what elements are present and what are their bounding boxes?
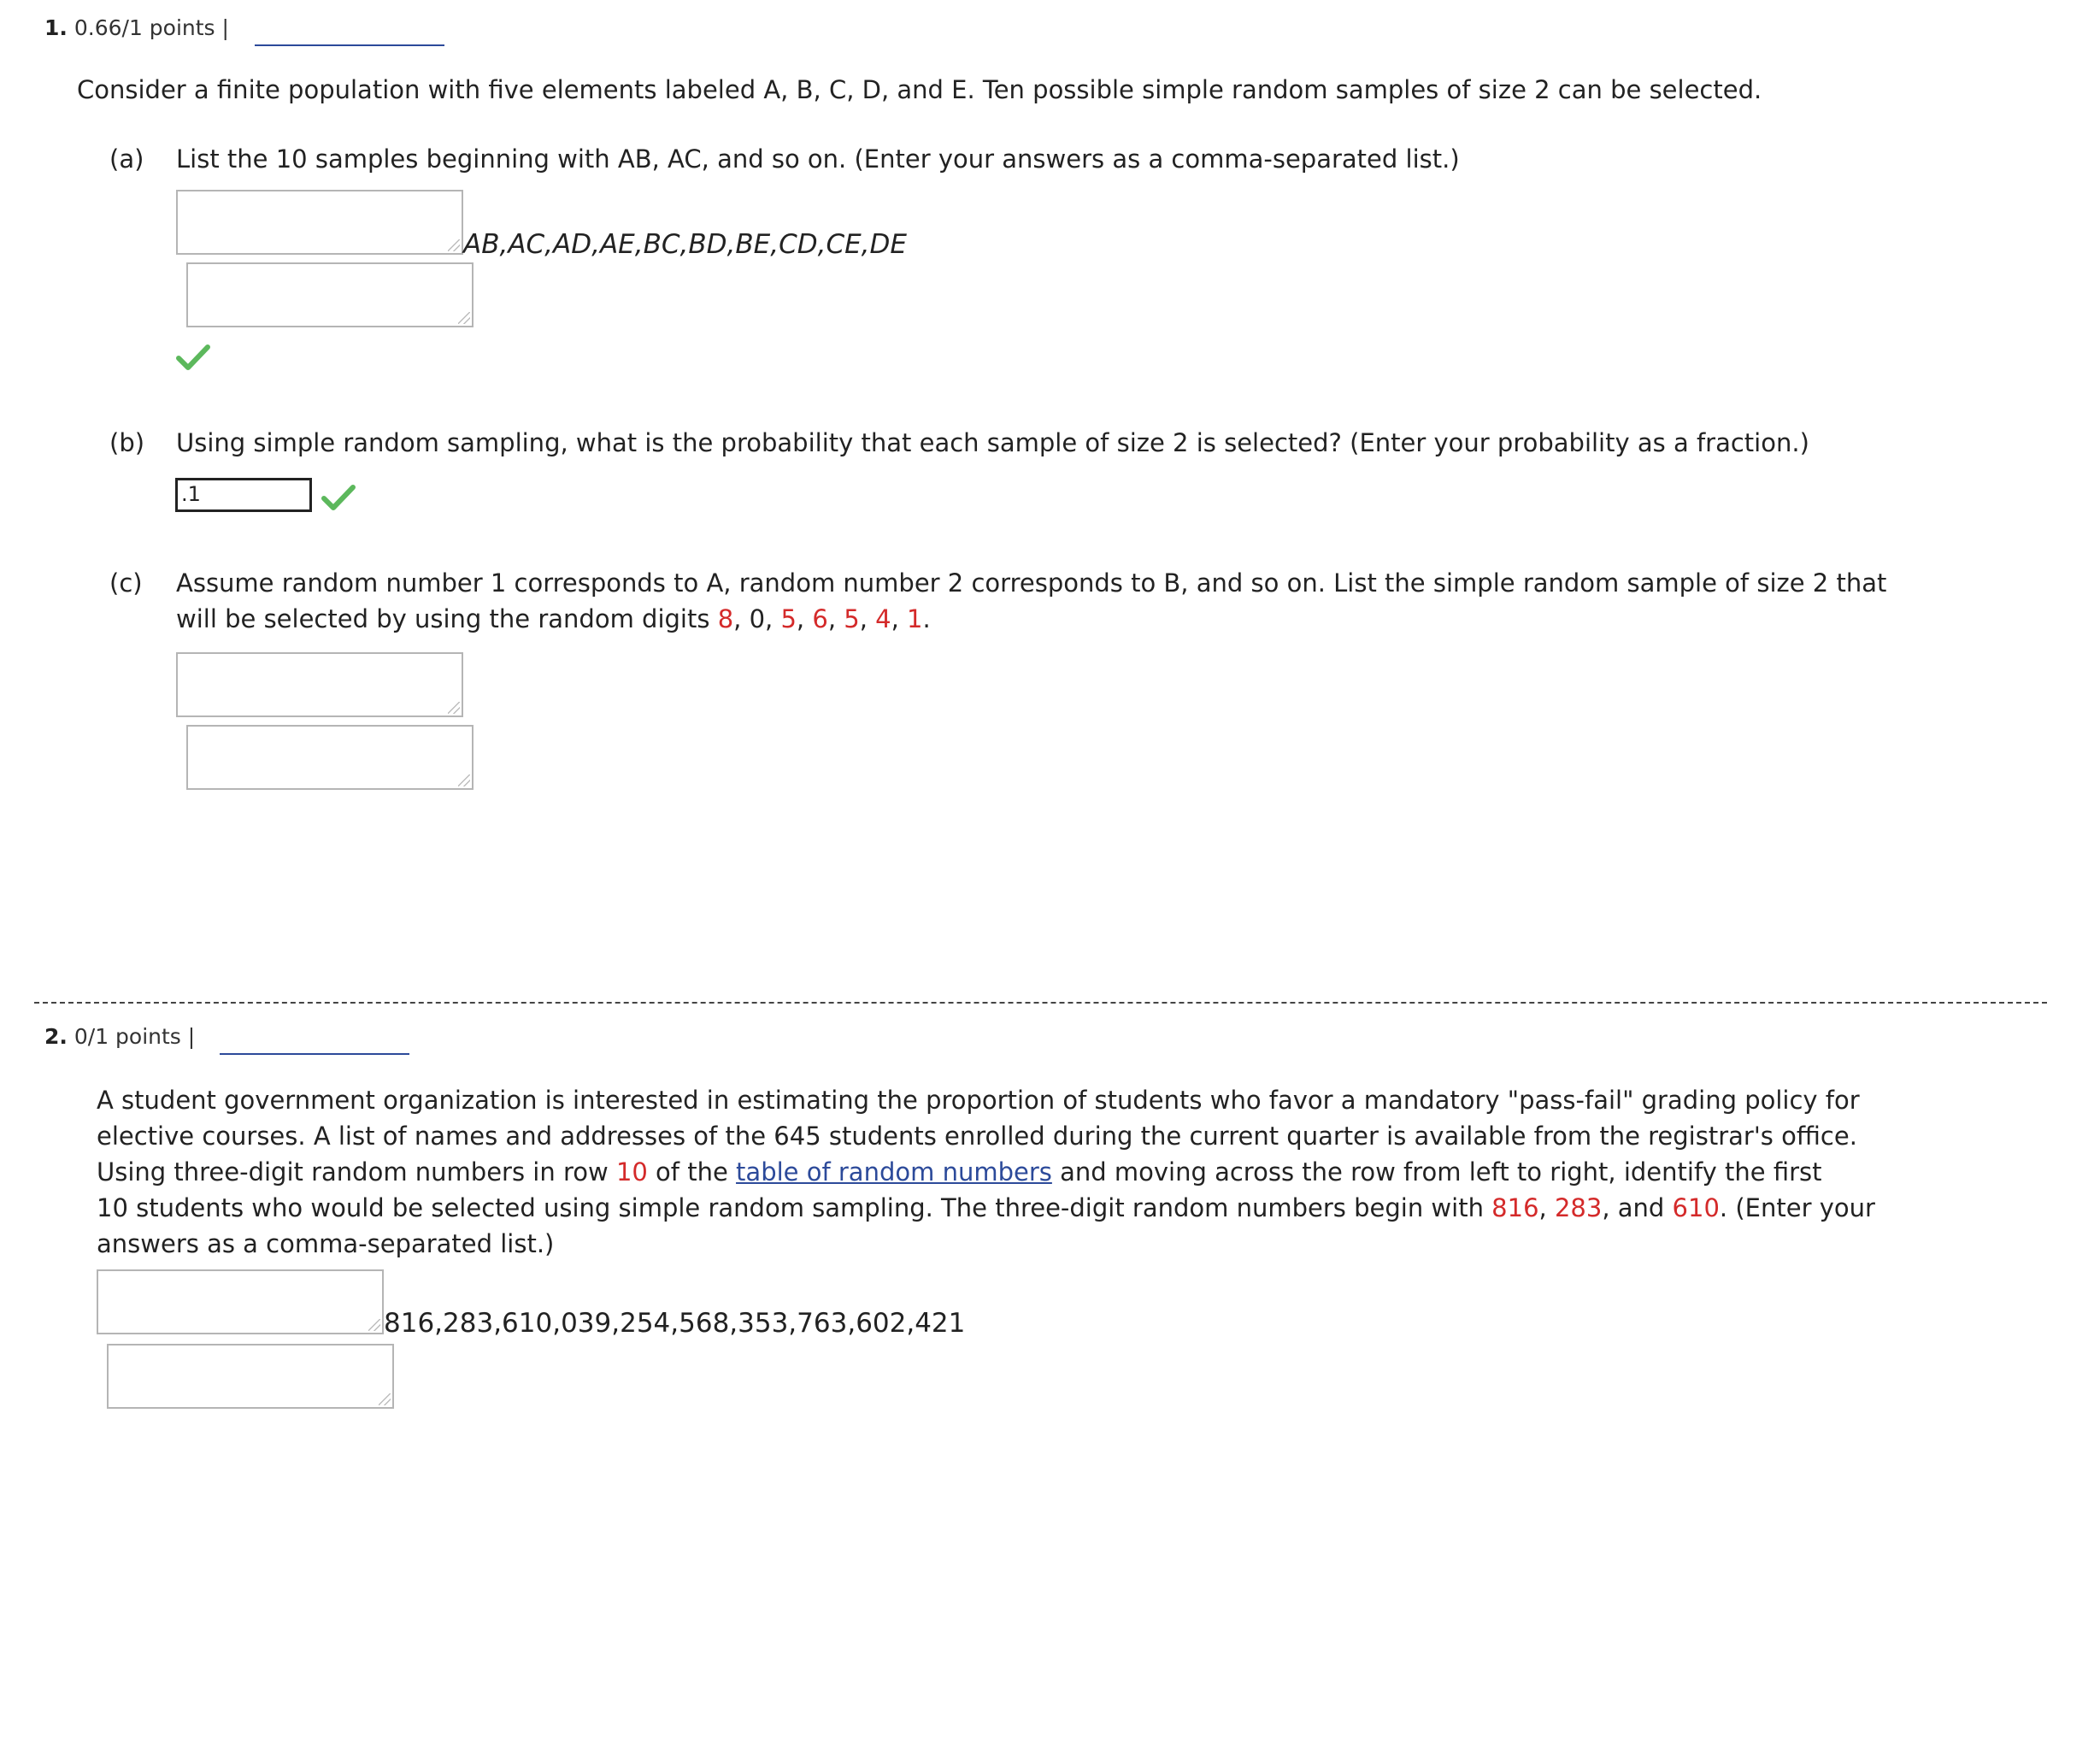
q2-number-283: 283 (1554, 1193, 1603, 1222)
q2-line3-a: Using three-digit random numbers in row (97, 1157, 616, 1187)
q2-line2: elective courses. A list of names and addresses of the 645 students enrolled during the current quarter is available from the registrar's office. (97, 1122, 1857, 1151)
q2-header (44, 1024, 195, 1049)
q2-sep2: , and (1602, 1193, 1673, 1222)
q1c-line2-prefix: will be selected by using the random digits (176, 604, 718, 633)
q1-number: 1. (44, 15, 68, 40)
q1-points: 0.66/1 points (74, 15, 215, 40)
q1a-second-textarea[interactable] (186, 262, 474, 327)
q1a-question: List the 10 samples beginning with AB, AC, and so on. (Enter your answers as a comma-separated list.) (176, 144, 1460, 174)
q2-line5: answers as a comma-separated list.) (97, 1229, 555, 1258)
q1c-label: (c) (109, 568, 143, 598)
q2-second-textarea[interactable] (107, 1344, 394, 1409)
q2-row-number: 10 (615, 1157, 648, 1187)
digit-separator: , (891, 604, 908, 633)
q2-answer-textarea[interactable] (97, 1269, 384, 1334)
q1a-label: (a) (109, 144, 144, 174)
random-digit: 1 (907, 604, 923, 633)
random-numbers-table-link[interactable]: table of random numbers (736, 1157, 1052, 1187)
q1c-period: . (922, 604, 931, 633)
q2-line4 (97, 1190, 1875, 1226)
q1-intro: Consider a finite population with five elements labeled A, B, C, D, and E. Ten possible simple random samples of size 2 can be selected. (77, 75, 1762, 104)
q2-points: 0/1 points (74, 1024, 181, 1049)
q2-line3 (97, 1154, 1875, 1190)
q1b-label: (b) (109, 428, 145, 457)
q2-separator: | (187, 1024, 196, 1049)
random-digit: 8 (717, 604, 734, 633)
random-digit: 0 (749, 604, 766, 633)
q1b-probability-input[interactable]: .1 (175, 478, 312, 512)
q2-line3-b: of the (647, 1157, 737, 1187)
q1c-line2 (176, 601, 1886, 637)
q1a-correct-answer: AB,AC,AD,AE,BC,BD,BE,CD,CE,DE (463, 229, 907, 260)
q1c-line1: Assume random number 1 corresponds to A, random number 2 corresponds to B, and so on. List the simple random sample of size 2 that (176, 568, 1887, 598)
q1a-check-icon (176, 344, 210, 371)
random-digit: 5 (844, 604, 860, 633)
digit-separator: , (859, 604, 876, 633)
q1b-question: Using simple random sampling, what is the probability that each sample of size 2 is selected? (Enter your probability as a fraction.) (176, 428, 1809, 457)
q1c-answer-textarea[interactable] (176, 652, 463, 717)
q2-score-line (220, 1053, 409, 1055)
digit-separator: , (733, 604, 750, 633)
question-divider (34, 1002, 2047, 1004)
random-digit: 5 (780, 604, 797, 633)
q2-line3-c: and moving across the row from left to right, identify the first (1051, 1157, 1822, 1187)
q1a-answer-textarea[interactable] (176, 190, 463, 255)
q1c-question (176, 565, 1886, 637)
q1c-second-textarea[interactable] (186, 725, 474, 790)
q2-question (97, 1082, 1875, 1262)
q2-number: 2. (44, 1024, 68, 1049)
q1b-check-icon (321, 484, 356, 511)
q2-line4-b: . (Enter your (1719, 1193, 1875, 1222)
q2-number-610: 610 (1672, 1193, 1720, 1222)
q1-header (44, 15, 229, 40)
digit-separator: , (827, 604, 844, 633)
q1c-random-digits (718, 604, 923, 633)
q2-correct-answer: 816,283,610,039,254,568,353,763,602,421 (384, 1308, 966, 1339)
q2-line1: A student government organization is interested in estimating the proportion of students who favor a mandatory "pass-fail" grading policy for (97, 1086, 1860, 1115)
digit-separator: , (765, 604, 781, 633)
q1-separator: | (221, 15, 229, 40)
digit-separator: , (796, 604, 813, 633)
q2-line4-a: 10 students who would be selected using simple random sampling. The three-digit random numbers begin with (97, 1193, 1492, 1222)
random-digit: 4 (875, 604, 891, 633)
q2-number-816: 816 (1491, 1193, 1539, 1222)
q1-score-line (255, 44, 444, 46)
q2-sep1: , (1538, 1193, 1555, 1222)
random-digit: 6 (812, 604, 828, 633)
